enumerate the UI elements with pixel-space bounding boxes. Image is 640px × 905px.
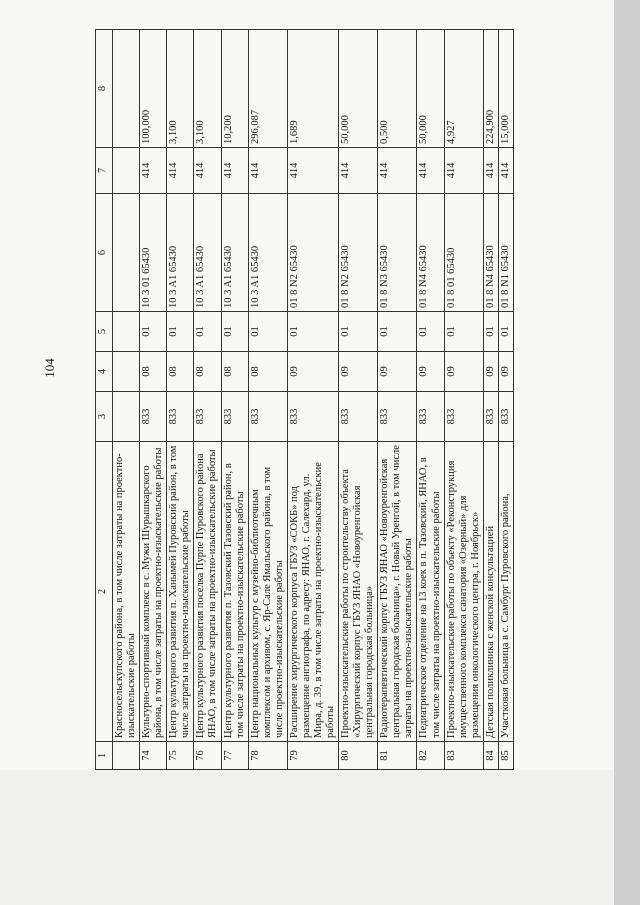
code-ministry: 833 [339, 392, 378, 442]
table-row [287, 30, 338, 770]
table-header-row [96, 30, 113, 770]
table-row [444, 30, 483, 770]
code-expense-type: 414 [444, 148, 483, 194]
code-ministry: 833 [444, 392, 483, 442]
amount: 10,200 [221, 30, 248, 148]
code-ministry: 833 [140, 392, 167, 442]
row-number: 83 [444, 742, 483, 770]
code-subsection: 01 [417, 312, 444, 352]
page-bottom-margin [0, 770, 614, 905]
code-subsection: 01 [287, 312, 338, 352]
code-expense-type: 414 [498, 148, 513, 194]
code-expense-type: 414 [378, 148, 417, 194]
continuation-text: Красносельскупского района, в том числе затраты на проектно-изыскательские работы [113, 442, 140, 742]
code-target: 01 8 N3 65430 [378, 194, 417, 312]
code-subsection: 01 [167, 312, 194, 352]
code-subsection: 01 [444, 312, 483, 352]
code-expense-type: 414 [194, 148, 221, 194]
code-expense-type: 414 [417, 148, 444, 194]
table-row [339, 30, 378, 770]
code-section: 08 [167, 352, 194, 392]
scan-edge [614, 0, 640, 905]
table-row [378, 30, 417, 770]
header-cell: 5 [96, 312, 113, 352]
row-number: 81 [378, 742, 417, 770]
amount: 3,100 [167, 30, 194, 148]
row-number: 75 [167, 742, 194, 770]
code-ministry: 833 [167, 392, 194, 442]
header-cell: 6 [96, 194, 113, 312]
header-cell: 7 [96, 148, 113, 194]
row-number: 79 [287, 742, 338, 770]
row-number: 78 [248, 742, 287, 770]
rotated-table-wrapper [95, 30, 562, 770]
object-name: Культурно-спортивный комплекс в с. Мужи Шурышкарского района, в том числе затраты на проектно-изыскательские работы [140, 442, 167, 742]
amount: 50,000 [339, 30, 378, 148]
code-subsection: 01 [248, 312, 287, 352]
amount: 224,900 [483, 30, 498, 148]
cell-empty [113, 148, 140, 194]
budget-table [95, 29, 514, 770]
code-subsection: 01 [378, 312, 417, 352]
row-number: 77 [221, 742, 248, 770]
code-section: 09 [287, 352, 338, 392]
table-row [248, 30, 287, 770]
cell-empty [113, 30, 140, 148]
amount: 50,000 [417, 30, 444, 148]
amount: 296,087 [248, 30, 287, 148]
code-target: 10 3 A1 65430 [167, 194, 194, 312]
code-subsection: 01 [194, 312, 221, 352]
row-number: 76 [194, 742, 221, 770]
code-expense-type: 414 [167, 148, 194, 194]
code-expense-type: 414 [140, 148, 167, 194]
row-number: 84 [483, 742, 498, 770]
code-ministry: 833 [248, 392, 287, 442]
object-name: Педиатрическое отделение на 13 коек в п. Тазовский, ЯНАО, в том числе затраты на проектно-изыскательские работы [417, 442, 444, 742]
code-expense-type: 414 [287, 148, 338, 194]
amount: 4,927 [444, 30, 483, 148]
code-target: 01 8 N4 65430 [483, 194, 498, 312]
code-ministry: 833 [221, 392, 248, 442]
code-ministry: 833 [378, 392, 417, 442]
table-row [483, 30, 498, 770]
code-target: 10 3 A1 65430 [248, 194, 287, 312]
code-subsection: 01 [339, 312, 378, 352]
code-ministry: 833 [417, 392, 444, 442]
code-section: 09 [444, 352, 483, 392]
header-cell: 4 [96, 352, 113, 392]
table-row [140, 30, 167, 770]
amount: 1,689 [287, 30, 338, 148]
row-number: 74 [140, 742, 167, 770]
code-target: 10 3 A1 65430 [194, 194, 221, 312]
row-number: 80 [339, 742, 378, 770]
code-section: 09 [498, 352, 513, 392]
cell-empty [113, 352, 140, 392]
object-name: Проектно-изыскательские работы по объекту «Реконструкция имущественного комплекса санатория «Озерный» для размещения онкологического центра, г. Ноябрьск» [444, 442, 483, 742]
code-ministry: 833 [483, 392, 498, 442]
code-section: 08 [248, 352, 287, 392]
header-cell: 8 [96, 30, 113, 148]
code-expense-type: 414 [483, 148, 498, 194]
header-cell: 3 [96, 392, 113, 442]
code-target: 10 3 01 65430 [140, 194, 167, 312]
continuation-row [113, 30, 140, 770]
code-section: 08 [140, 352, 167, 392]
cell-empty [113, 392, 140, 442]
code-section: 09 [417, 352, 444, 392]
object-name: Центр национальных культур с музейно-библиотечным комплексом и архивом, с. Яр-Сале Ямальского района, в том числе проектно-изыскательские работы [248, 442, 287, 742]
code-section: 08 [194, 352, 221, 392]
code-ministry: 833 [287, 392, 338, 442]
header-cell: 2 [96, 442, 113, 742]
object-name: Детская поликлиника с женской консультацией [483, 442, 498, 742]
code-subsection: 01 [221, 312, 248, 352]
row-number: 82 [417, 742, 444, 770]
table-row [221, 30, 248, 770]
object-name: Центр культурного развития п. Тазовский Тазовский район, в том числе затраты на проектно-изыскательские работы [221, 442, 248, 742]
code-section: 09 [483, 352, 498, 392]
amount: 3,100 [194, 30, 221, 148]
page-number: 104 [41, 358, 57, 378]
object-name: Расширение хирургического корпуса ГБУЗ «СОКБ» под размещение ангиографа, по адресу: ЯНАО, г. Салехард, ул. Мира, д. 39, в том числе затраты на проектно-изыскательские работы [287, 442, 338, 742]
object-name: Радиотерапевтический корпус ГБУЗ ЯНАО «Новоуренгойская центральная городская больница», г. Новый Уренгой, в том числе затраты на проектно-изыскательские работы [378, 442, 417, 742]
cell-empty [113, 312, 140, 352]
object-name: Участковая больница в с. Самбург Пуровского района, [498, 442, 513, 742]
code-target: 01 8 N1 65430 [498, 194, 513, 312]
code-subsection: 01 [483, 312, 498, 352]
code-expense-type: 414 [339, 148, 378, 194]
amount: 15,000 [498, 30, 513, 148]
object-name: Центр культурного развития поселка Пурпе Пуровского района ЯНАО, в том числе затраты на проектно-изыскательские работы [194, 442, 221, 742]
object-name: Центр культурного развития п. Ханымей Пуровский район, в том числе затраты на проектно-изыскательские работы [167, 442, 194, 742]
code-target: 10 3 A1 65430 [221, 194, 248, 312]
code-target: 01 8 N2 65430 [287, 194, 338, 312]
table-row [194, 30, 221, 770]
code-target: 01 8 01 65430 [444, 194, 483, 312]
code-target: 01 8 N4 65430 [417, 194, 444, 312]
code-section: 09 [339, 352, 378, 392]
table-row [498, 30, 513, 770]
code-section: 09 [378, 352, 417, 392]
code-subsection: 01 [140, 312, 167, 352]
header-cell: 1 [96, 742, 113, 770]
code-section: 08 [221, 352, 248, 392]
code-expense-type: 414 [248, 148, 287, 194]
code-ministry: 833 [194, 392, 221, 442]
object-name: Проектно-изыскательские работы по строительству объекта «Хирургический корпус ГБУЗ ЯНАО «Новоуренгойская центральная городская больница» [339, 442, 378, 742]
code-target: 01 8 N2 65430 [339, 194, 378, 312]
amount: 0,500 [378, 30, 417, 148]
amount: 100,000 [140, 30, 167, 148]
cell-empty [113, 194, 140, 312]
row-number: 85 [498, 742, 513, 770]
table-row [167, 30, 194, 770]
table-row [417, 30, 444, 770]
code-expense-type: 414 [221, 148, 248, 194]
code-subsection: 01 [498, 312, 513, 352]
code-ministry: 833 [498, 392, 513, 442]
cell-empty [113, 742, 140, 770]
